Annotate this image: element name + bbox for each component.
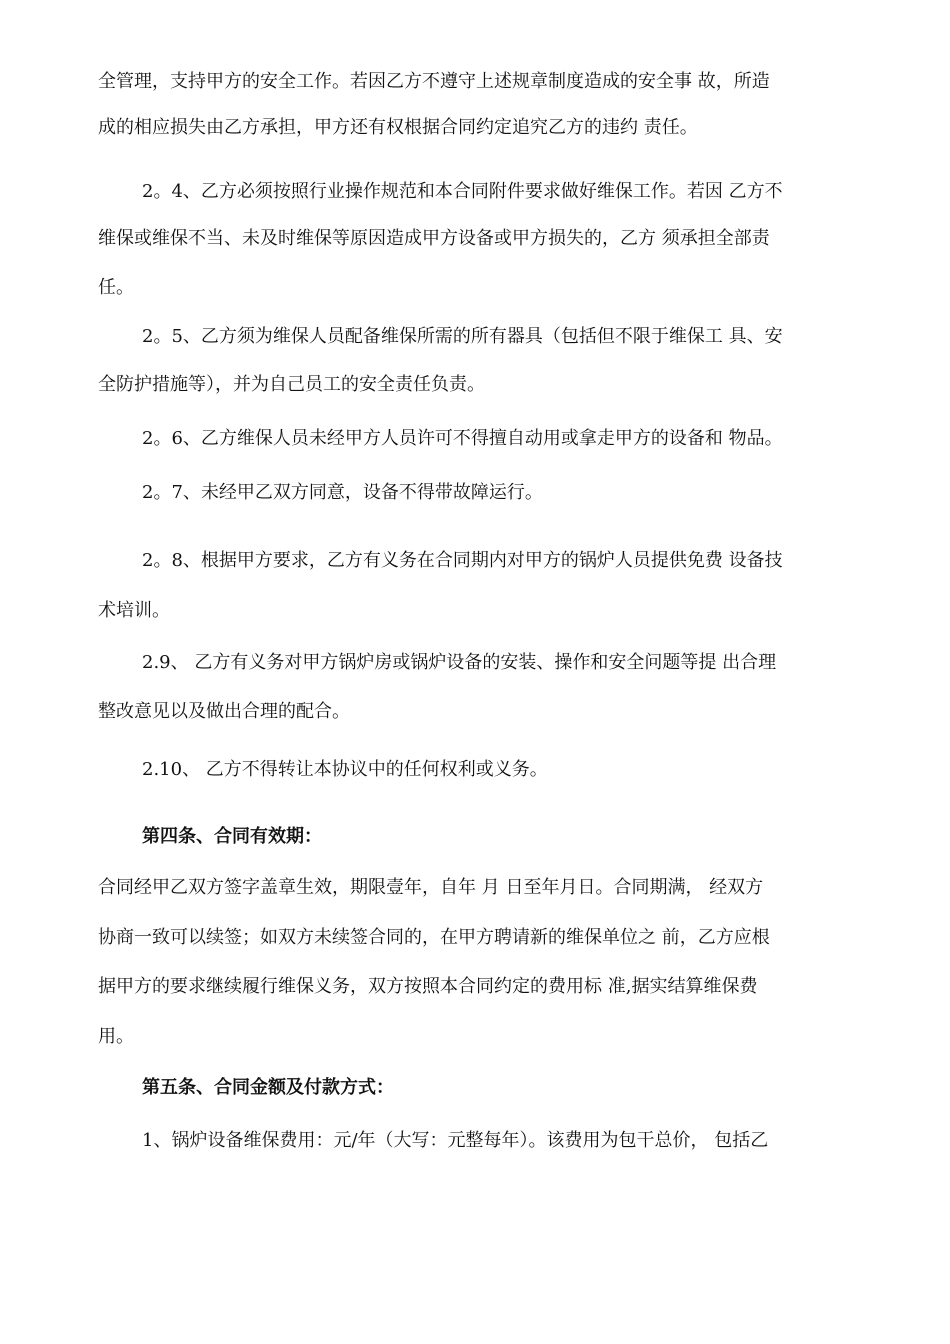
clause-2-6: 2。6、乙方维保人员未经甲方人员许可不得擅自动用或拿走甲方的设备和 物品。 xyxy=(142,428,783,449)
text-line: 全管理，支持甲方的安全工作。若因乙方不遵守上述规章制度造成的安全事 故，所造 xyxy=(98,71,770,92)
clause-2-5: 2。5、乙方须为维保人员配备维保所需的所有器具（包括但不限于维保工 具、安 xyxy=(142,326,783,347)
clause-2-4: 2。4、乙方必须按照行业操作规范和本合同附件要求做好维保工作。若因 乙方不 xyxy=(142,181,783,202)
clause-2-8: 2。8、根据甲方要求，乙方有义务在合同期内对甲方的锅炉人员提供免费 设备技 xyxy=(142,550,783,571)
text-line: 任。 xyxy=(98,277,134,298)
text-line: 用。 xyxy=(98,1026,134,1047)
clause-2-9: 2.9、 乙方有义务对甲方锅炉房或锅炉设备的安装、操作和安全问题等提 出合理 xyxy=(142,652,777,673)
text-line: 合同经甲乙双方签字盖章生效，期限壹年，自年 月 日至年月日。合同期满， 经双方 xyxy=(98,877,764,898)
section-heading-article-4: 第四条、合同有效期： xyxy=(142,826,322,847)
text-line: 全防护措施等），并为自己员工的安全责任负责。 xyxy=(98,374,485,395)
text-line: 1、锅炉设备维保费用：元/年（大写：元整每年）。该费用为包干总价， 包括乙 xyxy=(142,1130,769,1151)
text-line: 术培训。 xyxy=(98,600,170,621)
clause-2-7: 2。7、未经甲乙双方同意，设备不得带故障运行。 xyxy=(142,482,543,503)
text-line: 协商一致可以续签；如双方未续签合同的，在甲方聘请新的维保单位之 前，乙方应根 xyxy=(98,927,770,948)
section-heading-article-5: 第五条、合同金额及付款方式： xyxy=(142,1077,394,1098)
text-line: 整改意见以及做出合理的配合。 xyxy=(98,701,350,722)
text-line: 成的相应损失由乙方承担，甲方还有权根据合同约定追究乙方的违约 责任。 xyxy=(98,117,698,138)
text-line: 据甲方的要求继续履行维保义务，双方按照本合同约定的费用标 准,据实结算维保费 xyxy=(98,976,758,997)
text-line: 维保或维保不当、未及时维保等原因造成甲方设备或甲方损失的，乙方 须承担全部责 xyxy=(98,228,770,249)
clause-2-10: 2.10、 乙方不得转让本协议中的任何权利或义务。 xyxy=(142,759,548,780)
